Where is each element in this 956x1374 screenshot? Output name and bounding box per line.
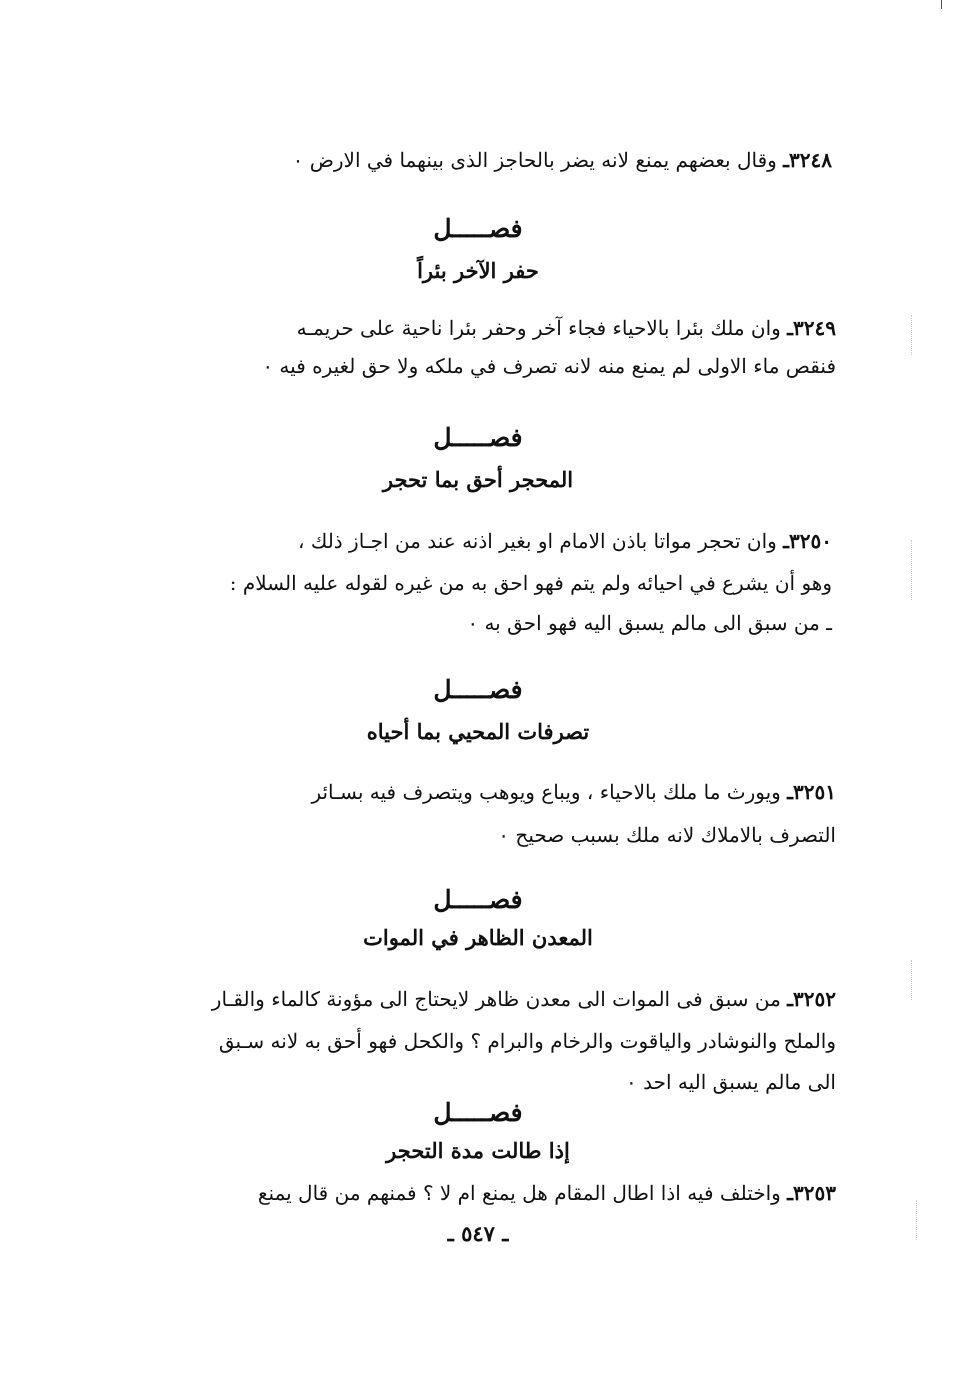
section-heading-label: فصـــــل [433,423,523,452]
section-title: تصرفات المحيي بما أحياه [366,719,590,744]
paragraph-3251-line-1 [118,778,836,806]
paragraph-3251-line-2: التصرف بالاملاك لانه ملك بسبب صحيح ٠ [498,823,836,847]
paragraph-3252-line-1 [118,985,836,1013]
paragraph-number: ٣٢٤٩ـ [787,316,836,340]
section-title: المحجر أحق بما تحجر [382,467,574,492]
scan-artifact-dots [911,315,913,355]
section-heading-label: فصـــــل [433,214,523,243]
section-heading-label: فصـــــل [433,885,523,914]
paragraph-3250-line-3: ـ من سبق الى مالم يسبق اليه فهو احق به ٠ [467,611,832,635]
paragraph-3252-line-2: والملح والنوشادر والياقوت والرخام والبرام ؟ والكحل فهو أحق به لانه سـبق [218,1029,836,1053]
section-heading-label: فصـــــل [433,675,523,704]
paragraph-3248-line-1 [120,146,832,174]
section-title: إذا طالت مدة التحجر [386,1138,570,1163]
paragraph-text: واختلف فيه اذا اطال المقام هل يمنع ام لا ؟ فمنهم من قال يمنع [257,1181,781,1205]
paragraph-number: ٣٢٥١ـ [787,780,836,804]
section-heading [0,884,956,918]
paragraph-number: ٣٢٤٨ـ [783,148,832,172]
paragraph-3250-line-2: وهو أن يشرع في احيائه ولم يتم فهو احق به من غيره لقوله عليه السلام : [229,571,832,595]
scan-corner-mark [941,0,942,9]
paragraph-text: ويورث ما ملك بالاحياء ، ويباع ويوهب ويتصرف فيه بسـائر [311,780,781,804]
paragraph-text: من سبق فى الموات الى معدن ظاهر لايحتاج الى مؤونة كالماء والقـار [211,987,781,1011]
section-heading-label: فصـــــل [433,1098,523,1127]
paragraph-number: ٣٢٥٣ـ [787,1181,836,1205]
page-number: ـ ٥٤٧ ـ [447,1221,509,1246]
section-heading [0,1097,956,1131]
section-heading [0,213,956,247]
section-title: المعدن الظاهر في الموات [363,925,593,950]
scan-artifact-dots [911,960,913,1000]
paragraph-text: وان ملك بئرا بالاحياء فجاء آخر وحفر بئرا ناحية على حريمـه [296,316,781,340]
scan-artifact-dots [911,540,913,600]
paragraph-3249-line-1 [118,314,836,342]
paragraph-number: ٣٢٥٢ـ [787,987,836,1011]
paragraph-3249-line-2: فنقص ماء الاولى لم يمنع منه لانه تصرف في ملكه ولا حق لغيره فيه ٠ [262,354,836,378]
paragraph-text: وقال بعضهم يمنع لانه يضر بالحاجز الذى بينهما في الارض ٠ [292,148,777,172]
section-heading [0,674,956,708]
paragraph-number: ٣٢٥٠ـ [783,529,832,553]
section-heading [0,422,956,456]
paragraph-text: وان تحجر مواتا باذن الامام او بغير اذنه عند من اجـاز ذلك ، [298,529,777,553]
section-title: حفر الآخر بئراً [417,258,539,283]
paragraph-3253-line-1 [118,1179,836,1207]
paragraph-3250-line-1 [120,527,832,555]
paragraph-3252-line-3: الى مالم يسبق اليه احد ٠ [625,1070,836,1094]
